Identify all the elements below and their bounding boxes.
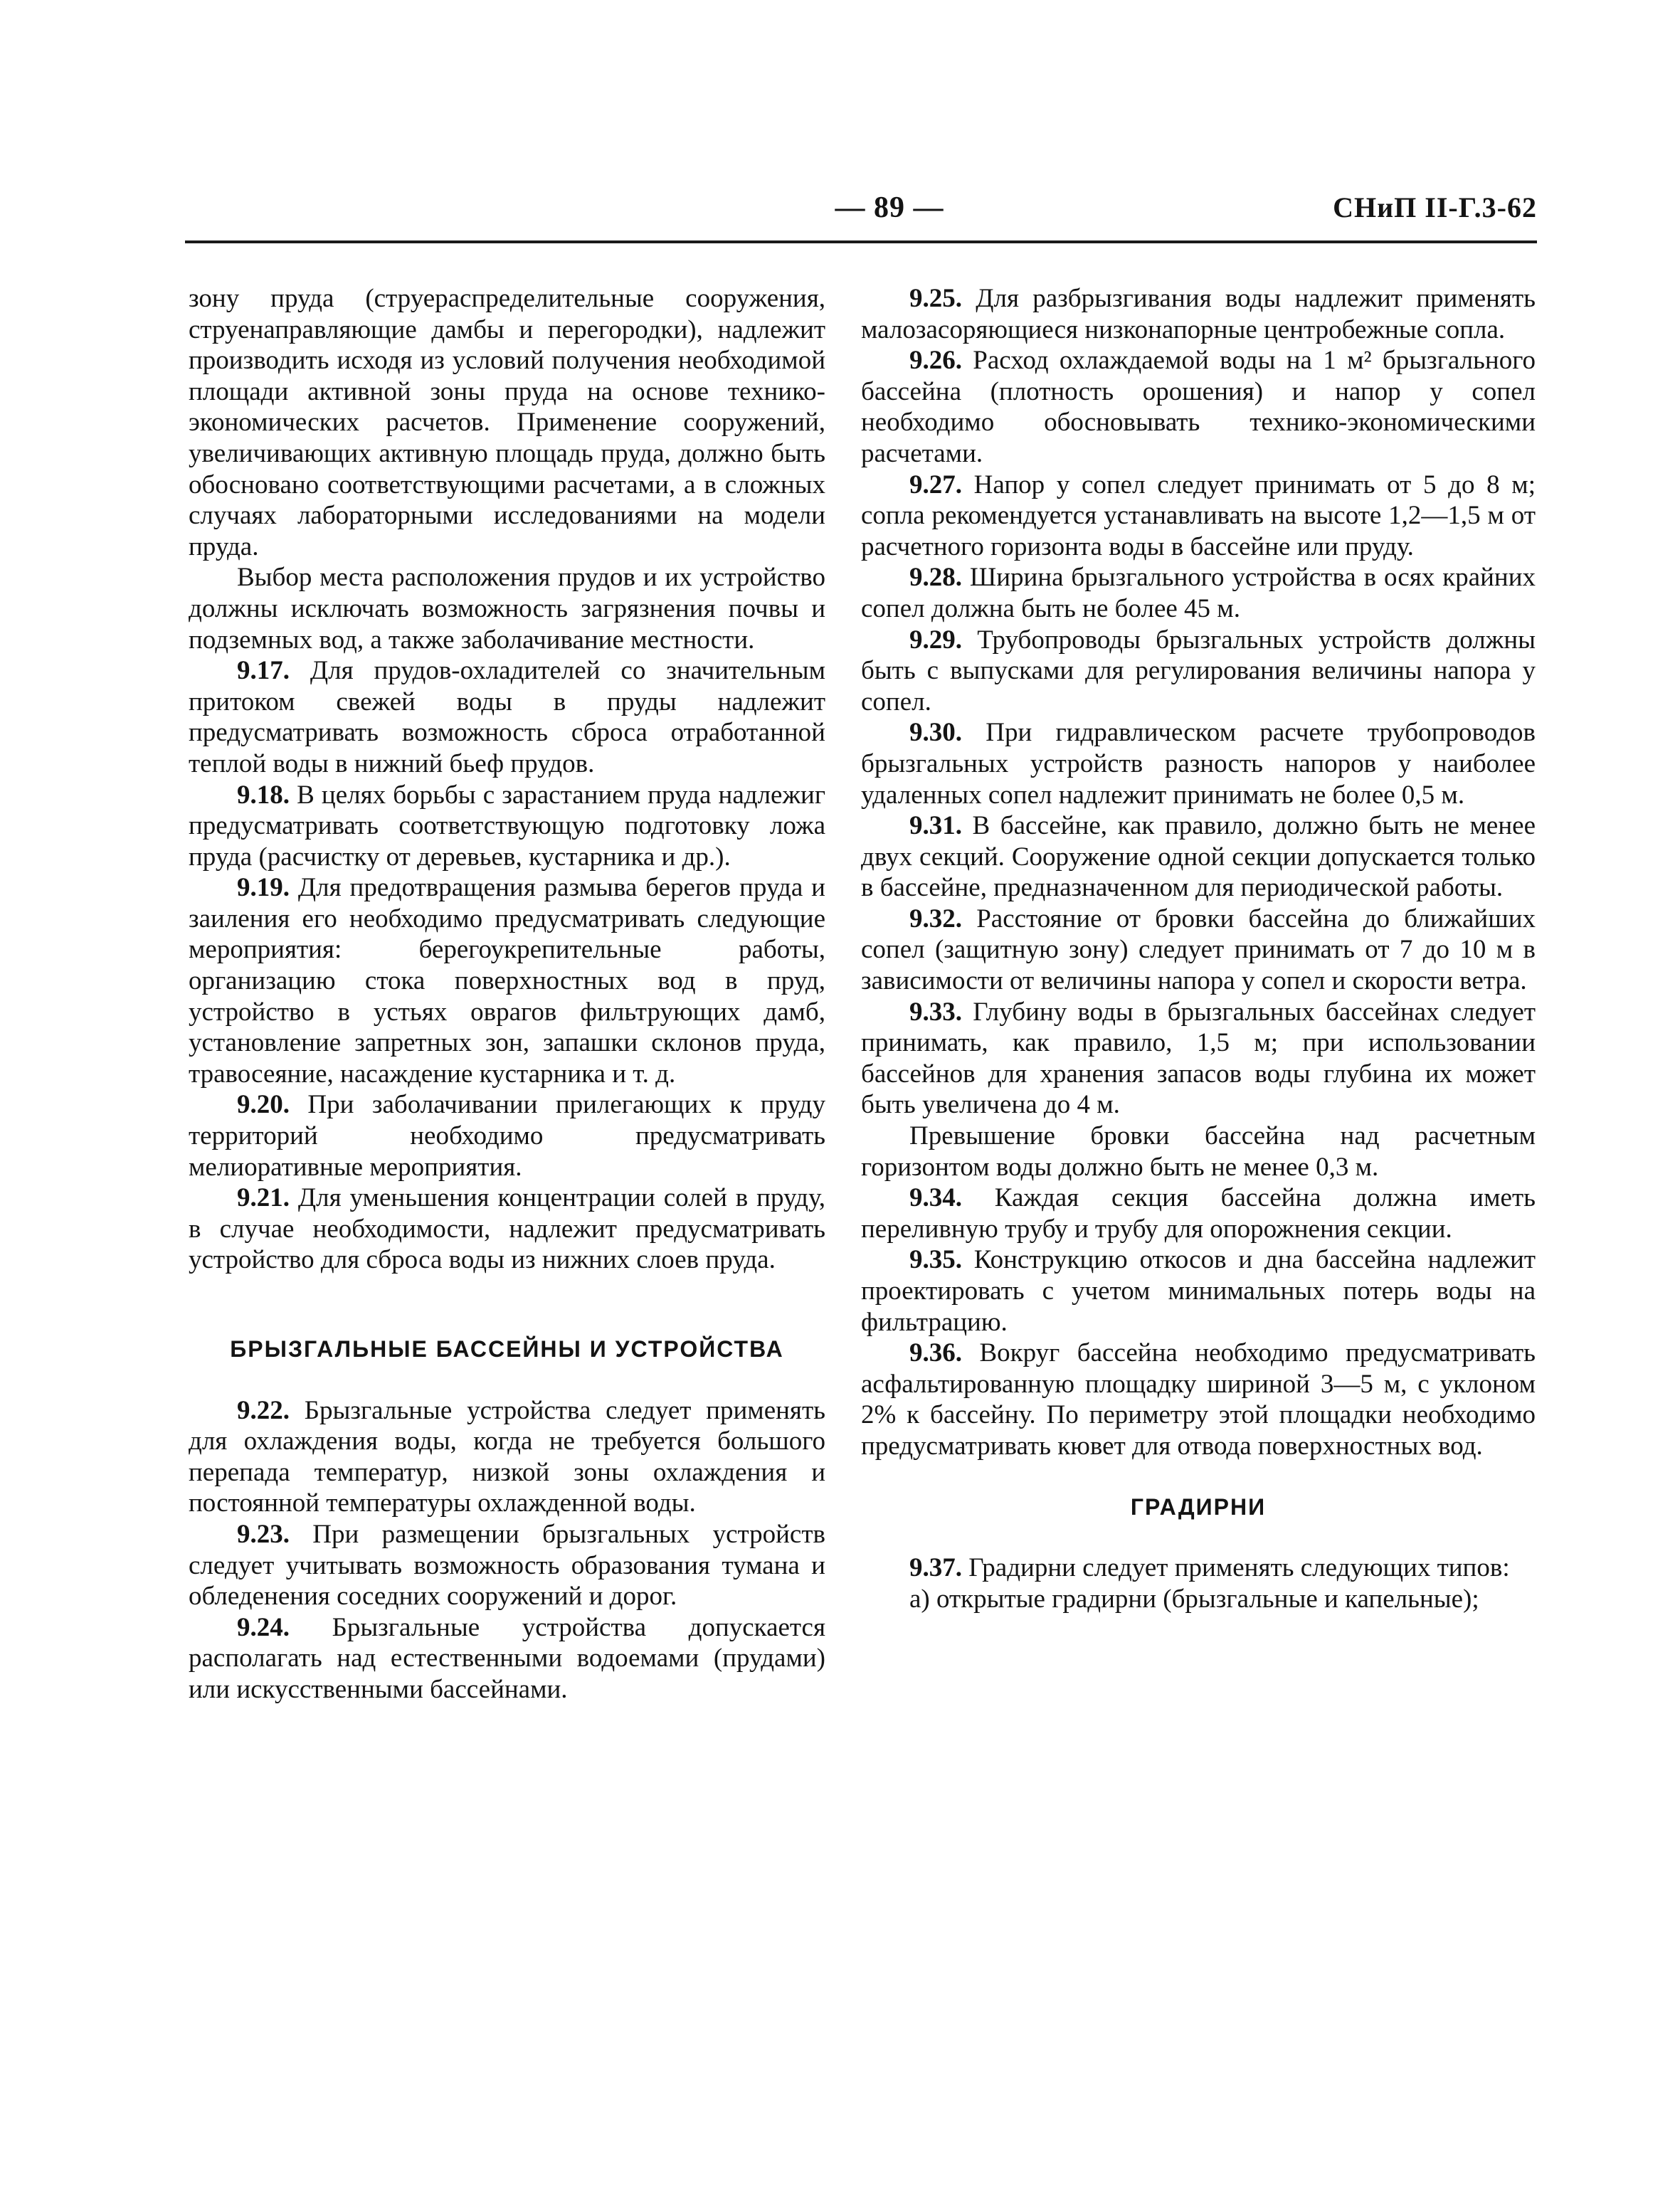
- section-text: Для уменьшения концентрации солей в пруду, в случае необходимости, надлежит предусматривать устройство для сброса воды из нижних слоев пруда.: [189, 1183, 825, 1275]
- section-9-23: [189, 1519, 825, 1612]
- page-number: — 89 —: [835, 191, 944, 224]
- section-text: Расход охлаждаемой воды на 1 м² брызгального бассейна (плотность орошения) и напор у сопел необходимо обосновывать технико-экономическими расчетами.: [861, 346, 1536, 468]
- section-9-26: [861, 345, 1536, 469]
- right-column: [861, 283, 1536, 1614]
- section-9-36: [861, 1338, 1536, 1461]
- section-text: При размещении брызгальных устройств следует учитывать возможность образования тумана и обледенения соседних сооружений и дорог.: [189, 1519, 825, 1612]
- section-9-17: [189, 655, 825, 779]
- left-column: [189, 283, 825, 1705]
- document-code: СНиП II-Г.3-62: [1333, 191, 1537, 223]
- section-number: 9.30.: [909, 718, 962, 748]
- section-text: Для предотвращения размыва берегов пруда и заиления его необходимо предусматривать следующие мероприятия: берегоукрепительные работы, организацию стока поверхностных вод в пруд, устройство в устьях оврагов фильтрующих дамб, установление запретных зон, запашки склонов пруда, травосеяние, насаждение кустарника и т. д.: [189, 873, 825, 1089]
- section-number: 9.32.: [909, 904, 962, 933]
- section-9-19: [189, 872, 825, 1089]
- section-text: При гидравлическом расчете трубопроводов брызгальных устройств разность напоров у наиболее удаленных сопел надлежит принимать не более 0,5 м.: [861, 718, 1536, 810]
- section-9-27: [861, 470, 1536, 563]
- section-9-20: [189, 1089, 825, 1183]
- section-9-33: [861, 997, 1536, 1121]
- section-9-37: [861, 1552, 1536, 1584]
- section-number: 9.29.: [909, 625, 962, 655]
- section-number: 9.27.: [909, 470, 962, 499]
- paragraph-continued: зону пруда (струераспределительные сооружения, струенаправляющие дамбы и перегородки), надлежит производить исходя из условий получения необходимой площади активной зоны пруда на основе технико-экономических расчетов. Применение сооружений, увеличивающих активную площадь пруда, должно быть обосновано соответствующими расчетами, а в сложных случаях лабораторными исследованиями на модели пруда.: [189, 284, 825, 561]
- paragraph-bank-height: Превышение бровки бассейна над расчетным горизонтом воды должно быть не менее 0,3 м.: [861, 1121, 1536, 1182]
- section-text: Напор у сопел следует принимать от 5 до 8 м; сопла рекомендуется устанавливать на высоте 1,2—1,5 м от расчетного горизонта воды в бассейне или пруду.: [861, 470, 1536, 561]
- section-number: 9.21.: [237, 1183, 290, 1213]
- section-heading-spray-pools: БРЫЗГАЛЬНЫЕ БАССЕЙНЫ И УСТРОЙСТВА: [230, 1336, 784, 1362]
- section-text: Расстояние от бровки бассейна до ближайших сопел (защитную зону) следует принимать от 7 до 10 м в зависимости от величины напора у сопел и скорости ветра.: [861, 904, 1536, 996]
- section-text: В целях борьбы с зарастанием пруда надлежиг предусматривать соответствующую подготовку ложа пруда (расчистку от деревьев, кустарника и др.).: [189, 780, 825, 872]
- section-number: 9.28.: [909, 563, 962, 593]
- section-9-25: [861, 283, 1536, 345]
- section-number: 9.26.: [909, 346, 962, 376]
- paragraph-pond-location: Выбор места расположения прудов и их устройство должны исключать возможность загрязнения почвы и подземных вод, а также заболачивание местности.: [189, 563, 825, 655]
- section-text: В бассейне, как правило, должно быть не менее двух секций. Сооружение одной секции допускается только в бассейне, предназначенном для периодической работы.: [861, 811, 1536, 903]
- section-text: Брызгальные устройства допускается располагать над естественными водоемами (прудами) или искусственными бассейнами.: [189, 1612, 825, 1704]
- section-number: 9.19.: [237, 873, 290, 903]
- section-9-30: [861, 717, 1536, 810]
- list-item-a: а) открытые градирни (брызгальные и капельные);: [909, 1584, 1479, 1614]
- section-number: 9.20.: [237, 1090, 290, 1120]
- section-text: Ширина брызгального устройства в осях крайних сопел должна быть не более 45 м.: [861, 563, 1536, 623]
- section-9-18: [189, 780, 825, 873]
- section-9-28: [861, 562, 1536, 624]
- section-number: 9.35.: [909, 1245, 962, 1275]
- section-heading-cooling-towers: ГРАДИРНИ: [1130, 1493, 1267, 1520]
- section-9-31: [861, 810, 1536, 904]
- section-9-35: [861, 1244, 1536, 1338]
- section-number: 9.31.: [909, 811, 962, 841]
- section-number: 9.23.: [237, 1519, 290, 1549]
- section-9-32: [861, 904, 1536, 997]
- section-number: 9.18.: [237, 780, 290, 810]
- section-text: Брызгальные устройства следует применять для охлаждения воды, когда не требуется большого перепада температур, низкой зоны охлаждения и постоянной температуры охлажденной воды.: [189, 1395, 825, 1518]
- section-text: Для прудов-охладителей со значительным притоком свежей воды в пруды надлежит предусматривать возможность сброса отработанной теплой воды в нижний бьеф прудов.: [189, 656, 825, 778]
- section-text: Глубину воды в брызгальных бассейнах следует принимать, как правило, 1,5 м; при использовании бассейнов для хранения запасов воды глубина их может быть увеличена до 4 м.: [861, 997, 1536, 1120]
- section-number: 9.22.: [237, 1395, 290, 1425]
- section-text: Градирни следует применять следующих типов:: [962, 1553, 1510, 1583]
- section-text: При заболачивании прилегающих к пруду территорий необходимо предусматривать мелиоративные мероприятия.: [189, 1090, 825, 1182]
- section-9-21: [189, 1183, 825, 1276]
- section-text: Вокруг бассейна необходимо предусматривать асфальтированную площадку шириной 3—5 м, с уклоном 2% к бассейну. По периметру этой площадки необходимо предусматривать кювет для отвода поверхностных вод.: [861, 1338, 1536, 1461]
- section-number: 9.37.: [909, 1553, 962, 1583]
- section-text: Трубопроводы брызгальных устройств должны быть с выпусками для регулирования величины напора у сопел.: [861, 625, 1536, 716]
- section-9-29: [861, 625, 1536, 718]
- section-text: Для разбрызгивания воды надлежит применять малозасоряющиеся низконапорные центробежные сопла.: [861, 284, 1536, 344]
- section-number: 9.34.: [909, 1183, 962, 1213]
- section-number: 9.25.: [909, 284, 962, 313]
- header-rule: [185, 240, 1537, 243]
- page-header: [185, 191, 1537, 233]
- section-number: 9.33.: [909, 997, 962, 1027]
- section-9-22: [189, 1395, 825, 1519]
- section-number: 9.24.: [237, 1612, 290, 1642]
- section-number: 9.17.: [237, 656, 290, 686]
- section-number: 9.36.: [909, 1338, 962, 1368]
- section-text: Каждая секция бассейна должна иметь переливную трубу и трубу для опорожнения секции.: [861, 1183, 1536, 1244]
- section-9-24: [189, 1612, 825, 1705]
- section-9-34: [861, 1183, 1536, 1244]
- section-text: Конструкцию откосов и дна бассейна надлежит проектировать с учетом минимальных потерь воды на фильтрацию.: [861, 1245, 1536, 1337]
